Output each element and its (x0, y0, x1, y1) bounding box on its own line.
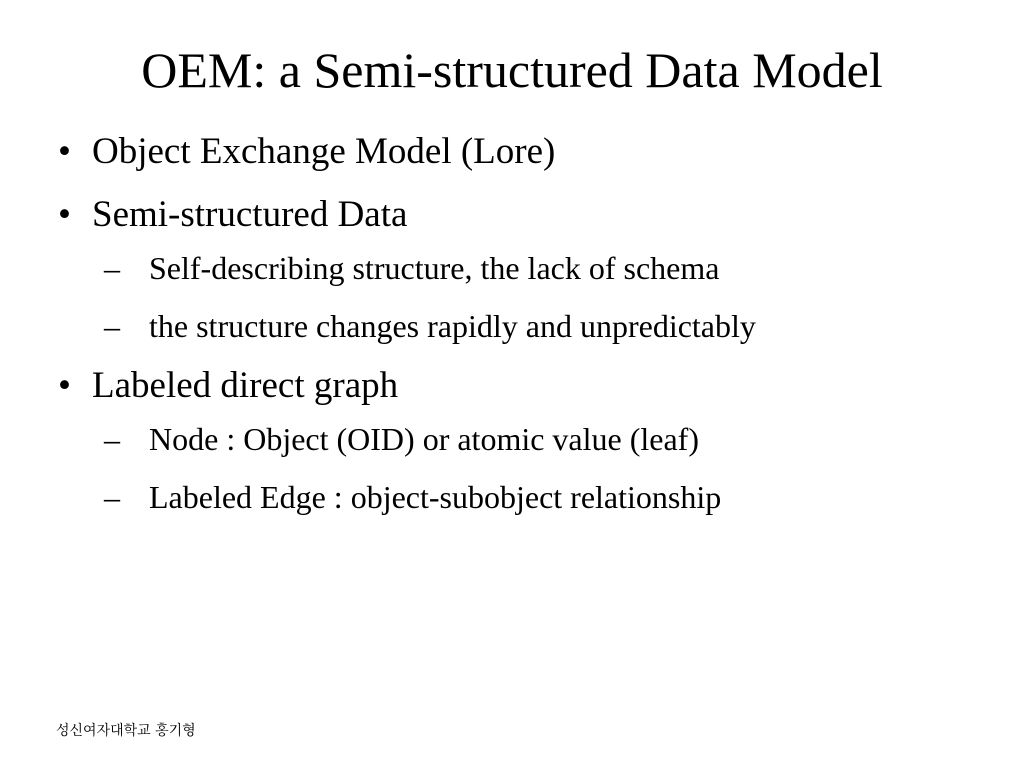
sub-bullet-text: the structure changes rapidly and unpredictably (149, 308, 756, 344)
sub-bullet-marker: – (104, 308, 120, 344)
sub-bullet-text: Self-describing structure, the lack of schema (149, 250, 720, 286)
bullet-text: Labeled direct graph (92, 365, 399, 406)
bullet-list (58, 130, 998, 535)
sub-bullet-marker: – (104, 421, 120, 457)
bullet-marker: • (58, 194, 71, 235)
sub-bullet-item (104, 249, 998, 287)
bullet-item (58, 193, 998, 345)
sub-bullet-text: Node : Object (OID) or atomic value (leaf) (149, 421, 699, 457)
bullet-text: Semi-structured Data (92, 194, 408, 235)
sub-bullet-item (104, 307, 998, 345)
sub-bullet-item (104, 478, 998, 516)
slide-footer: 성신여자대학교 홍기형 (56, 723, 196, 739)
bullet-item (58, 130, 998, 174)
bullet-marker: • (58, 365, 71, 406)
bullet-text: Object Exchange Model (Lore) (92, 131, 556, 172)
bullet-item (58, 364, 998, 516)
sub-bullet-text: Labeled Edge : object-subobject relationship (149, 479, 722, 515)
sub-bullet-list (92, 420, 998, 516)
sub-bullet-marker: – (104, 479, 120, 515)
slide-title: OEM: a Semi-structured Data Model (141, 42, 883, 98)
sub-bullet-list (92, 249, 998, 345)
sub-bullet-item (104, 420, 998, 458)
sub-bullet-marker: – (104, 250, 120, 286)
bullet-marker: • (58, 131, 71, 172)
